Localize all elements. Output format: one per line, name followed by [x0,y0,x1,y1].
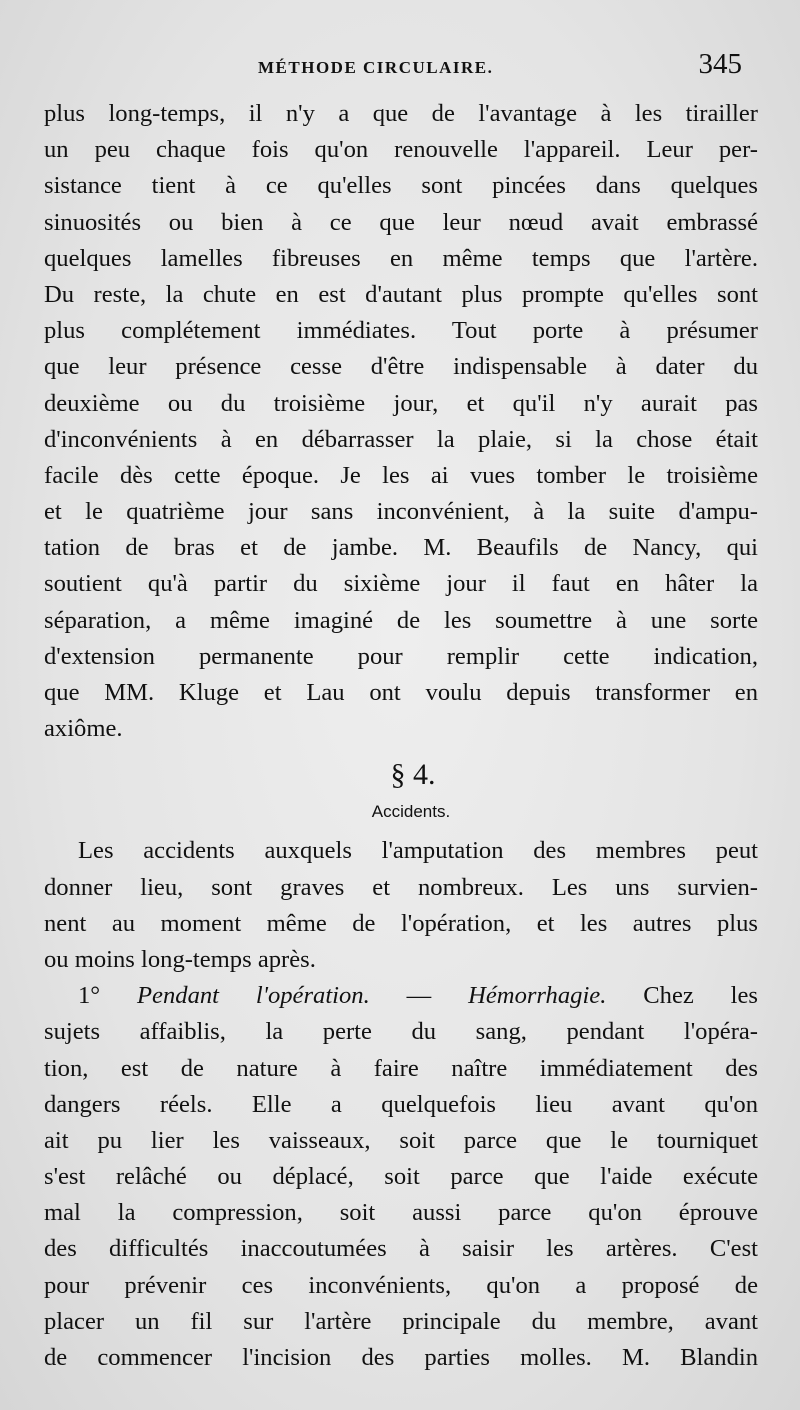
text-line: deuxième ou du troisième jour, et qu'il n'y aurait pas [44,389,758,417]
text-line: axiôme. [44,715,123,743]
text-line: tation de bras et de jambe. M. Beaufils de Nancy, qui [44,534,758,562]
text-line: sinuosités ou bien à ce que leur nœud avait embrassé [44,208,758,236]
text-line: quelques lamelles fibreuses en même temps que l'artère. [44,244,758,272]
text-line: s'est relâché ou déplacé, soit parce que l'aide exécute [44,1163,758,1191]
em-dash: — [406,982,432,1010]
text-line: et le quatrième jour sans inconvénient, à la suite d'ampu- [44,498,758,526]
page-body [44,96,758,1376]
text-line: dangers réels. Elle a quelquefois lieu avant qu'on [44,1090,758,1118]
section-number: § 4. [390,758,436,792]
italic-heading-during-operation: Pendant l'opération. [137,982,370,1010]
text-line: sujets affaiblis, la perte du sang, pendant l'opéra- [44,1018,758,1046]
running-header [0,48,800,86]
text-line: facile dès cette époque. Je les ai vues tomber le troisième [44,461,758,489]
text-line: séparation, a même imaginé de les soumettre à une sorte [44,606,758,634]
text-line: pour prévenir ces inconvénients, qu'on a proposé de [44,1271,758,1299]
text-line: mal la compression, soit aussi parce qu'on éprouve [44,1199,758,1227]
text-line: plus long-temps, il n'y a que de l'avantage à les tirailler [44,100,758,127]
page-number: 345 [698,48,742,80]
text-line: tion, est de nature à faire naître immédiatement des [44,1054,758,1082]
text-line-lead [44,978,758,1014]
text-line: soutient qu'à partir du sixième jour il faut en hâter la [44,570,758,598]
paragraph-hemorrhage [44,978,758,1376]
list-number: 1° [78,982,101,1010]
italic-heading-hemorrhage: Hémorrhagie. [468,982,607,1010]
text-line: sistance tient à ce qu'elles sont pincées dans quelques [44,172,758,200]
text-line: un peu chaque fois qu'on renouvelle l'appareil. Leur per- [44,136,758,164]
running-title: MÉTHODE CIRCULAIRE. [258,58,494,77]
text-line: placer un fil sur l'artère principale du membre, avant [44,1307,758,1335]
text-line: d'inconvénients à en débarrasser la plaie, si la chose était [44,425,758,453]
text-line: Les accidents auxquels l'amputation des membres peut [78,837,758,865]
text-line: d'extension permanente pour remplir cette indication, [44,642,758,670]
lead-text: Chez les [643,982,758,1010]
text-line: plus complétement immédiates. Tout porte à présumer [44,317,758,345]
text-line: Du reste, la chute en est d'autant plus prompte qu'elles sont [44,280,758,308]
paragraph-ligature-removal [44,96,758,747]
text-line: donner lieu, sont graves et nombreux. Les uns survien- [44,873,758,901]
text-line: nent au moment même de l'opération, et les autres plus [44,909,758,937]
text-line: ait pu lier les vaisseaux, soit parce que le tourniquet [44,1126,758,1154]
paragraph-accidents-intro [44,833,758,978]
text-line: que MM. Kluge et Lau ont voulu depuis transformer en [44,679,758,706]
text-line: ou moins long-temps après. [44,945,316,973]
text-line: des difficultés inaccoutumées à saisir les artères. C'est [44,1235,758,1263]
section-title: Accidents. [371,802,451,822]
text-line: que leur présence cesse d'être indispensable à dater du [44,353,758,381]
text-line: de commencer l'incision des parties molles. M. Blandin [44,1344,758,1371]
